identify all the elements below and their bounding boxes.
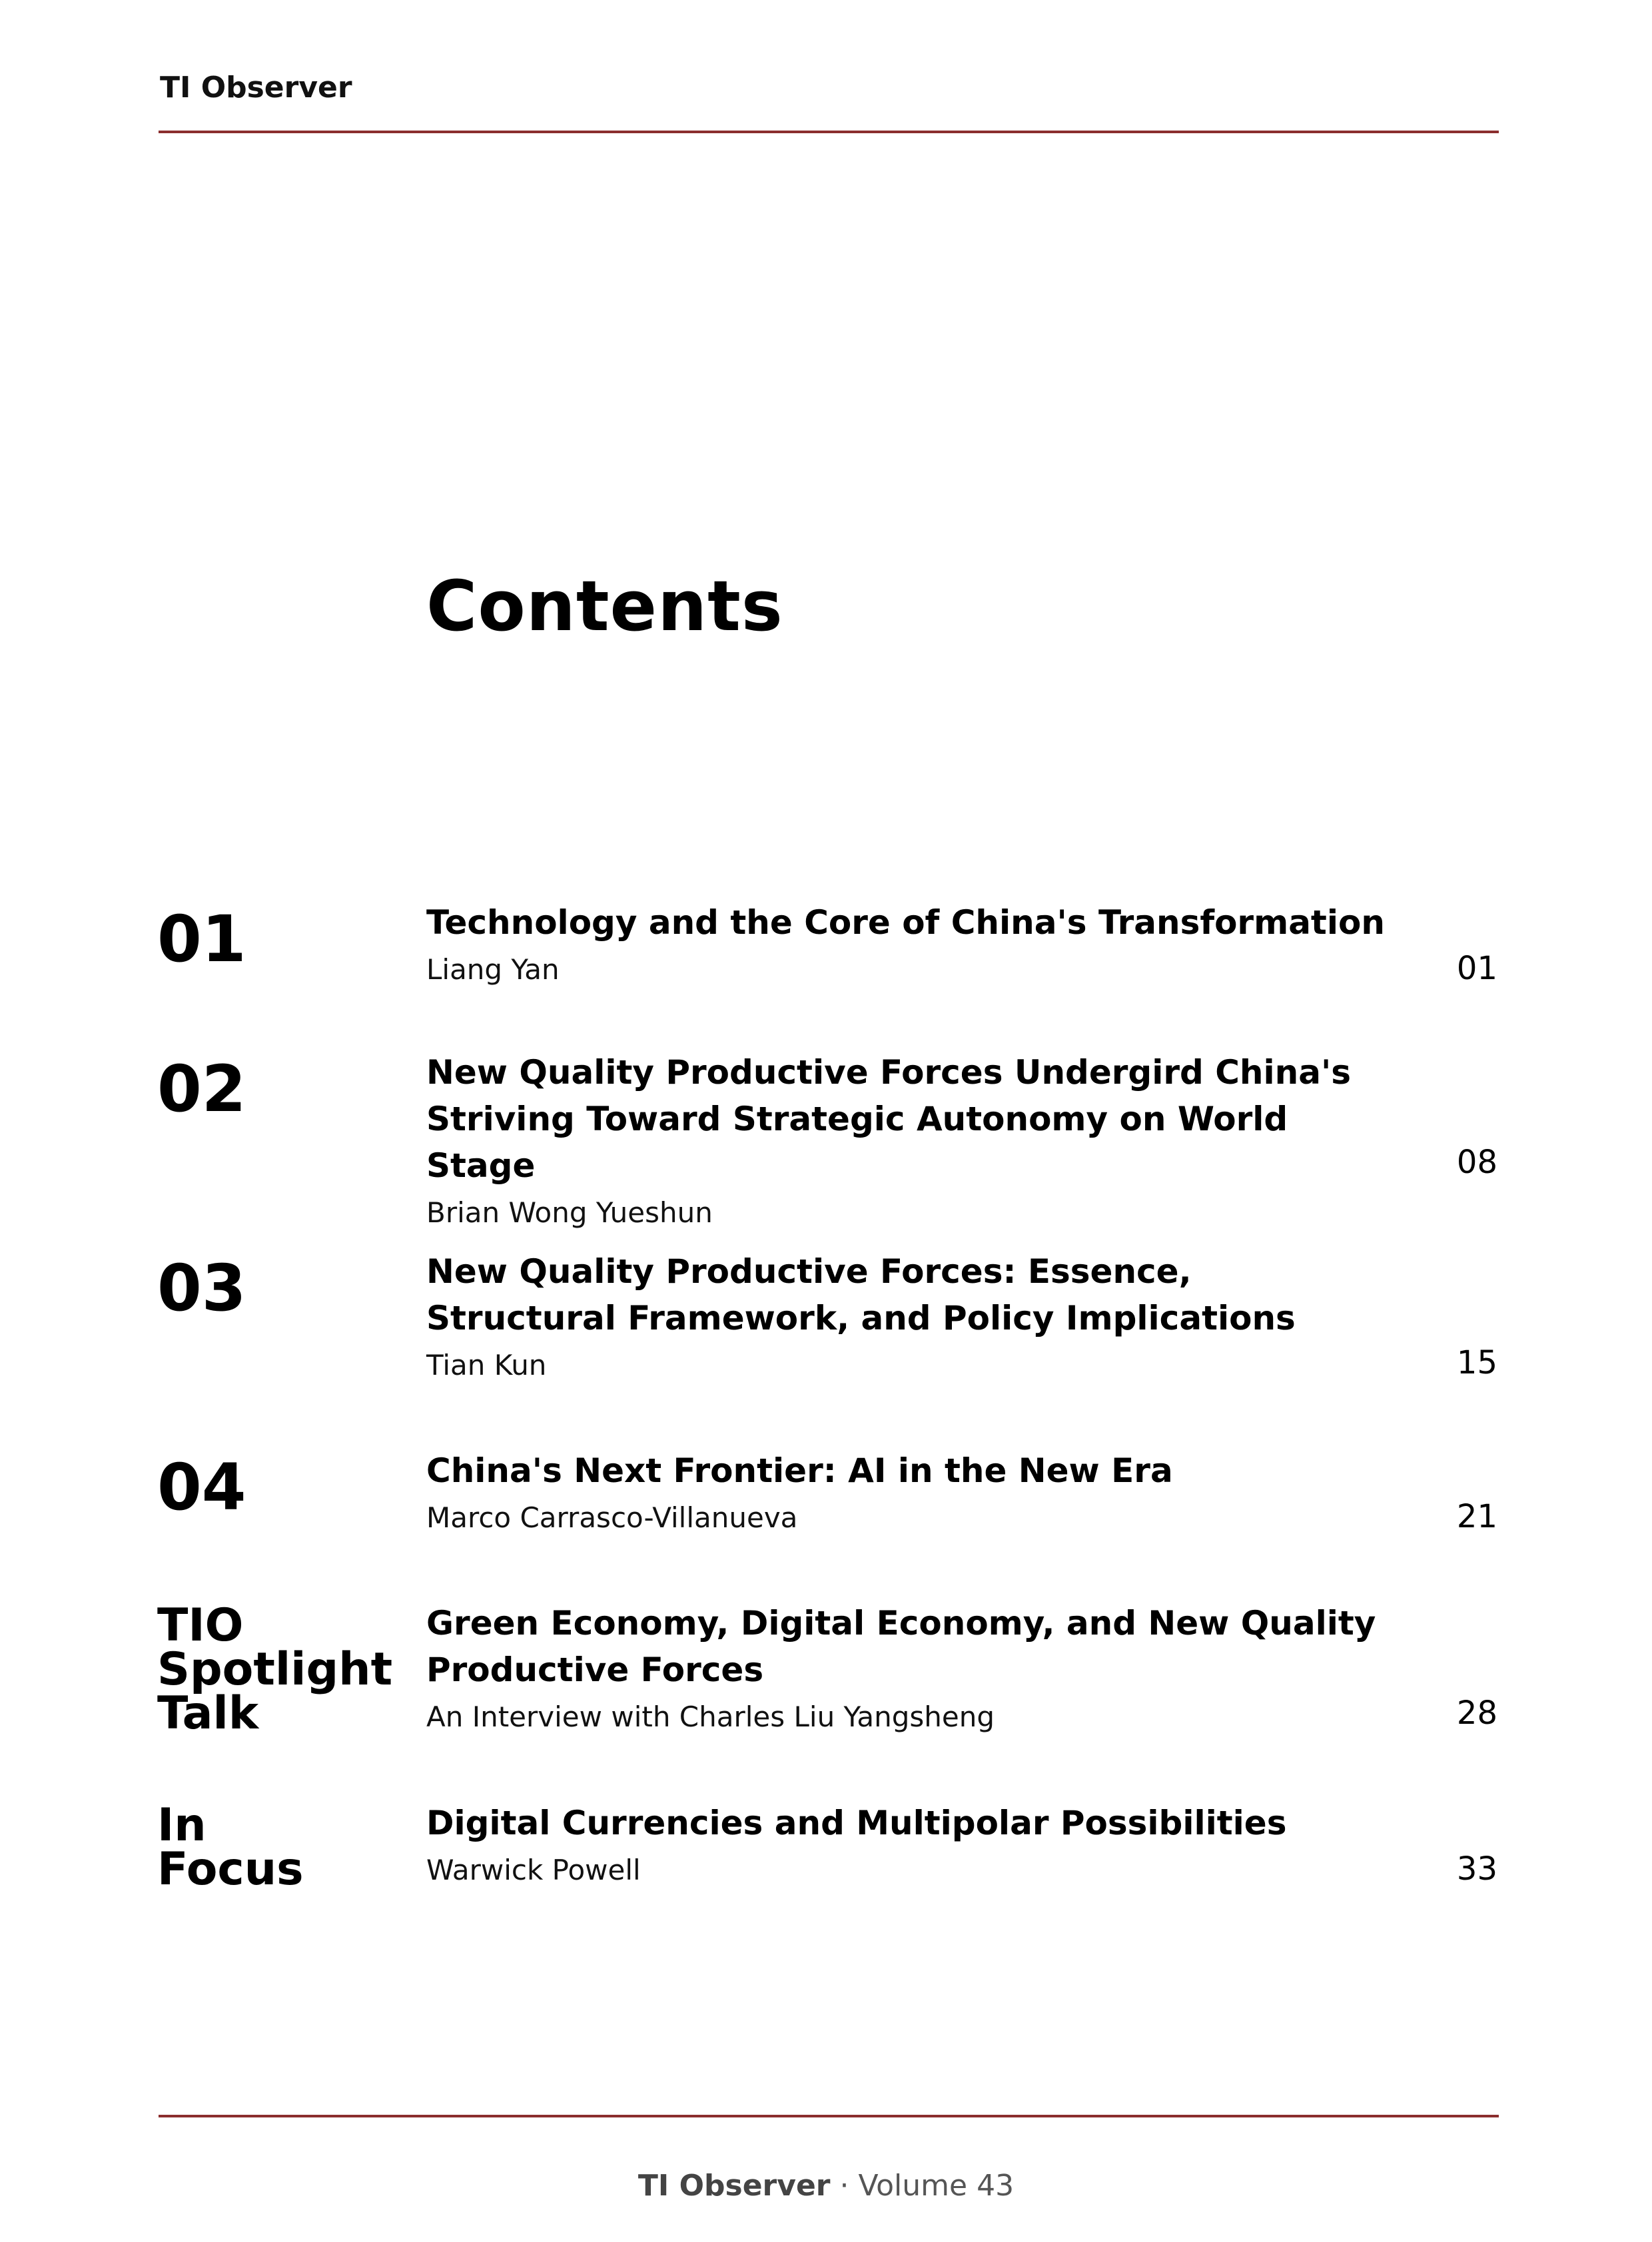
toc-entry-body (426, 1049, 1386, 1233)
page-footer (0, 2166, 1652, 2206)
toc-entry-title[interactable]: New Quality Productive Forces: Essence, Structural Framework, and Policy Implications (426, 1252, 1296, 1337)
toc-entry-number: 03 (157, 1251, 246, 1325)
footer-divider (159, 2115, 1499, 2117)
toc-entry-page[interactable]: 21 (1456, 1498, 1497, 1535)
toc-entry-number: 01 (157, 902, 246, 976)
toc-entry-body (426, 1248, 1386, 1385)
toc-entry-title[interactable]: Digital Currencies and Multipolar Possibilities (426, 1804, 1287, 1842)
toc-entry-number: 04 (157, 1450, 246, 1525)
toc-entry-page[interactable]: 15 (1456, 1344, 1497, 1381)
toc-entry-section-label: In Focus (157, 1799, 304, 1896)
toc-entry-page[interactable]: 33 (1456, 1850, 1497, 1888)
toc-entry-body (426, 899, 1386, 990)
toc-entry-page[interactable]: 01 (1456, 950, 1497, 987)
toc-entry-title[interactable]: Technology and the Core of China's Transformation (426, 903, 1385, 942)
footer-brand: TI Observer (637, 2169, 831, 2203)
toc-entry-page[interactable]: 28 (1456, 1694, 1497, 1732)
toc-entry-title[interactable]: China's Next Frontier: AI in the New Era (426, 1451, 1173, 1490)
toc-entry-author: An Interview with Charles Liu Yangsheng (426, 1700, 995, 1733)
toc-entry-author: Warwick Powell (426, 1854, 641, 1886)
toc-entry-author: Tian Kun (426, 1349, 547, 1381)
page-title: Contents (426, 565, 783, 647)
toc-entry-author: Marco Carrasco-Villanueva (426, 1501, 798, 1534)
toc-entry-body (426, 1447, 1386, 1538)
toc-entry-title[interactable]: Green Economy, Digital Economy, and New Quality Productive Forces (426, 1604, 1376, 1689)
toc-entry-author: Brian Wong Yueshun (426, 1196, 713, 1229)
toc-entry-number: 02 (157, 1052, 246, 1126)
toc-entry-body (426, 1800, 1386, 1890)
toc-entry-author: Liang Yan (426, 953, 560, 986)
footer-separator: · (830, 2169, 859, 2203)
toc-entry-body (426, 1600, 1386, 1737)
running-header-title: TI Observer (160, 71, 352, 105)
footer-volume: Volume 43 (858, 2169, 1015, 2203)
toc-entry-page[interactable]: 08 (1456, 1144, 1497, 1181)
toc-entry-title[interactable]: New Quality Productive Forces Undergird China's Striving Toward Strategic Autonomy on World Stage (426, 1053, 1352, 1185)
toc-entry-section-label: TIO Spotlight Talk (157, 1599, 393, 1740)
